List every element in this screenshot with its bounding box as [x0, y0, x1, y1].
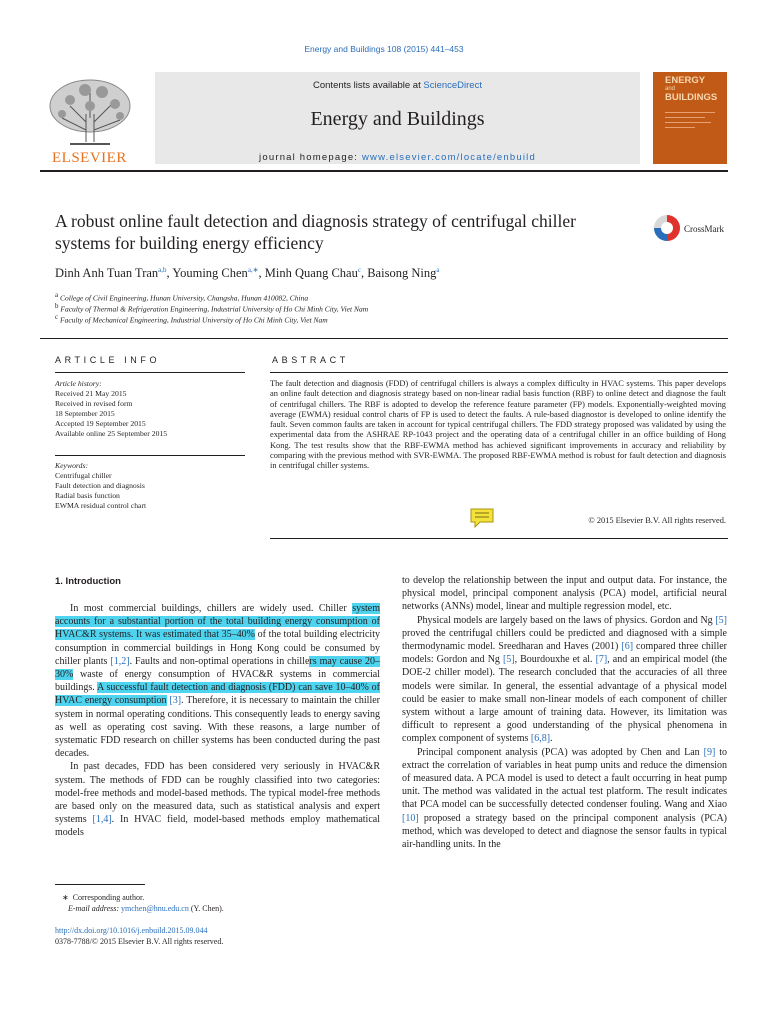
author-name[interactable]: Youming Chen: [172, 266, 248, 281]
highlighted-text[interactable]: A successful fault detection and diagnosis (FDD) can save 10–40% of HVAC energy consumption: [55, 682, 380, 707]
text-run: proved the centrifugal chillers could be predicted and diagnosed with a simple thermodynamic model. Sreedharan and Haves (2001): [402, 627, 727, 653]
paragraph: [55, 602, 380, 760]
text-run: .: [550, 733, 553, 745]
history-item: Available online 25 September 2015: [55, 429, 168, 438]
footnote-rule: [55, 884, 145, 885]
footnote-text: Corresponding author.: [72, 893, 145, 902]
article-info-heading: ARTICLE INFO: [55, 355, 161, 365]
article-history: [55, 379, 167, 439]
affiliation-mark: b: [55, 302, 59, 310]
affiliation-text: Faculty of Thermal & Refrigeration Engineering, Industrial University of Ho Chi Minh City, Viet Nam: [60, 304, 369, 314]
header-divider: [40, 170, 728, 172]
author-affiliation-mark[interactable]: a,∗: [247, 266, 259, 274]
text-run: , Bourdouxhe et al.: [514, 654, 596, 666]
text-run: . Therefore, it is necessary to maintain the chiller system in normal operating conditions. This consequently leads to energy saving as well as operating cost saving. With these reasons, a large number of systematic FDD research on chiller systems has been conducted during the past decades.: [55, 695, 381, 760]
abstract-rule: [270, 372, 728, 373]
affiliation: [55, 291, 308, 303]
cover-line: [665, 112, 715, 113]
email-label: E-mail address:: [68, 904, 122, 913]
text-run: . In HVAC field, model-based methods employ mathematical models: [55, 814, 380, 839]
homepage-prefix: journal homepage:: [259, 152, 362, 163]
history-label: Article history:: [55, 379, 102, 388]
affiliation-text: College of Civil Engineering, Hunan University, Changsha, Hunan 410082, China: [59, 293, 309, 303]
journal-title: Energy and Buildings: [310, 108, 485, 130]
affiliation: [55, 313, 328, 325]
crossmark-label: CrossMark: [684, 224, 724, 234]
section-heading: 1. Introduction: [55, 576, 121, 587]
article-info-rule: [55, 372, 245, 373]
paragraph: [402, 614, 727, 746]
journal-cover-thumbnail[interactable]: [653, 72, 727, 164]
reference-link[interactable]: [6]: [621, 641, 634, 653]
doi-link[interactable]: http://dx.doi.org/10.1016/j.enbuild.2015.09.044: [55, 926, 208, 935]
journal-homepage-link[interactable]: www.elsevier.com/locate/enbuild: [361, 152, 536, 163]
contents-line: [155, 80, 640, 91]
copyright-notice: © 2015 Elsevier B.V. All rights reserved.: [588, 516, 726, 525]
affiliation: [55, 302, 368, 314]
author-email-link[interactable]: ymchen@hnu.edu.cn: [121, 904, 189, 913]
cover-line: [665, 122, 711, 123]
author-name[interactable]: Minh Quang Chau: [264, 266, 358, 281]
abstract-heading: ABSTRACT: [272, 355, 349, 365]
reference-link[interactable]: [5]: [502, 654, 515, 666]
author-name[interactable]: Baisong Ning: [367, 266, 437, 281]
keyword: Centrifugal chiller: [55, 471, 112, 480]
abstract-bottom-rule: [270, 538, 728, 539]
text-run: to extract the correlation of variables in heat pump units and reduce the dimension of measured data. A PCA model is used to detect a fault occurring in heat pump unit. The method was validated in the actual test platform. The result indicates that PCA model can be successfully detected condenser fouling. Wang and Xiao: [402, 746, 728, 811]
cover-line: [665, 127, 695, 128]
affiliation-mark: a: [55, 291, 59, 299]
homepage-line: [155, 152, 640, 163]
crossmark-icon: [653, 212, 681, 246]
keyword: EWMA residual control chart: [55, 501, 147, 510]
author-list: Dinh Anh Tuan Tran$^{a,b}$, Youming Chen$^{a,∗}$, Minh Quang Chau$^c$, Baisong Ning$^a$: [55, 266, 440, 281]
reference-link[interactable]: [1,4]: [92, 814, 112, 826]
keyword: Radial basis function: [55, 491, 120, 500]
text-run: Physical models are largely based on the laws of physics. Gordon and Ng: [417, 614, 716, 626]
journal-citation[interactable]: Energy and Buildings 108 (2015) 441–453: [304, 44, 464, 54]
highlighted-text[interactable]: system accounts for a substantial portion of the total building energy consumption of HVAC&R systems. It was estimated that 35–40%: [55, 603, 380, 641]
text-run: In most commercial buildings, chillers are widely used. Chiller: [70, 603, 353, 614]
sciencedirect-link[interactable]: ScienceDirect: [423, 80, 482, 91]
crossmark-badge[interactable]: [653, 212, 729, 248]
paragraph: [55, 760, 380, 839]
article-title: A robust online fault detection and diagnosis strategy of centrifugal chiller systems for building energy efficiency: [55, 211, 576, 253]
keywords: [55, 461, 146, 511]
text-run: , and an empirical model (the DOE-2 chiller model). The research concluded that the accuracies of all three models were similar. In general, the essential advantage of a physical model could be easier to make small non-linear models of each component of chiller system without a large amount of training data. However, its limitation was difficult to represent a good understanding of the physical phenomena in complex component of systems: [402, 654, 727, 745]
text-run: of the total building electricity consumption in commercial buildings in Hong Kong could be consumed by chiller plants: [55, 629, 380, 667]
text-run: . Faults and non-optimal operations in chille: [129, 655, 310, 667]
text-run: In past decades, FDD has been considered very seriously in HVAC&R system. The methods of FDD can be roughly classified into two categories: model-free methods and model-based methods. The typical model-free methods are based only on the measured data, such as statistical analysis and expert systems: [55, 761, 380, 826]
elsevier-wordmark: ELSEVIER: [52, 150, 127, 166]
history-item: Accepted 19 September 2015: [55, 419, 146, 428]
affiliation-text: Faculty of Mechanical Engineering, Industrial University of Ho Chi Minh City, Viet Nam: [59, 315, 328, 325]
text-run: compared three chiller models: Gordon and Ng: [402, 641, 727, 666]
reference-link[interactable]: [9]: [703, 746, 716, 758]
paragraph: [402, 746, 727, 852]
email-suffix: (Y. Chen).: [188, 904, 224, 913]
paragraph: to develop the relationship between the input and output data. For instance, the physical model, principal component analysis (PCA) model, artificial neural networks (ANNs) model, linear and multiple regression model, etc.: [402, 575, 727, 613]
reference-link[interactable]: [7]: [595, 654, 608, 666]
issn-line: 0378-7788/© 2015 Elsevier B.V. All rights reserved.: [55, 937, 224, 946]
author-affiliation-mark[interactable]: a: [436, 266, 440, 274]
article-info-rule: [55, 455, 245, 456]
doi-block: [55, 925, 223, 947]
keywords-label: Keywords:: [55, 461, 89, 470]
abstract-text: The fault detection and diagnosis (FDD) of centrifugal chillers is always a complex difficulty in HVAC systems. This paper develops an online fault detection and diagnosis strategy based on non-linear radial basis function (RBF) to online detect and diagnose the fault of centrifugal chillers. The RBF is adopted to develop the reference feature parameter (FP) models. Exponentially-weighted moving average (EWMA) residual control charts of FP is used to detect the faults. A rule-based diagnostor is developed to online identify the fault. Seven common faults are taken in account for typical centrifugal chillers. The FDD strategy proposed was validated by using the experimental data from the ASHRAE RP-1043 project and the operating data of a centrifugal chiller in an office building of Hong Kong. The test results show that the RBF-EWMA method has achieved significant improvements in accuracy and reliability by comparing with the previous method with SVR-EWMA. The proposed RBF-EWMA method is robust for fault detection and diagnosis in centrifugal chiller systems.: [270, 379, 726, 471]
text-run: Principal component analysis (PCA) was adopted by Chen and Lan: [417, 746, 704, 758]
corresponding-author-footnote: [62, 892, 224, 914]
reference-link[interactable]: [3]: [169, 695, 182, 707]
author-affiliation-mark[interactable]: a,b: [158, 266, 167, 274]
body-column-left: [55, 602, 380, 840]
reference-link[interactable]: [5]: [715, 614, 727, 626]
keyword: Fault detection and diagnosis: [55, 481, 145, 490]
reference-link[interactable]: [1,2]: [110, 655, 130, 667]
cover-title: [665, 76, 717, 103]
text-run: waste of energy consumption of HVAC&R systems in commercial buildings.: [55, 669, 380, 694]
cover-and: and: [665, 86, 676, 92]
highlighted-text[interactable]: rs may cause 20–30%: [55, 655, 380, 681]
author-name[interactable]: Dinh Anh Tuan Tran: [55, 266, 159, 281]
history-item: Received 21 May 2015: [55, 389, 127, 398]
text-run: proposed a strategy based on the principal component analysis (PCA) method, which was developed to detect and diagnose the sensor faults in typical air-handling units. In the: [402, 812, 727, 851]
body-column-right: [402, 574, 727, 851]
reference-link[interactable]: [6,8]: [530, 733, 551, 745]
title-divider: [40, 338, 728, 339]
footnote-mark: ∗: [62, 893, 69, 902]
cover-line: [665, 117, 705, 118]
cover-title-line2: BUILDINGS: [665, 92, 718, 103]
cover-title-line1: ENERGY: [665, 75, 706, 86]
contents-prefix: Contents lists available at: [313, 80, 424, 91]
reference-link[interactable]: [10]: [402, 812, 419, 824]
author-affiliation-mark[interactable]: c: [357, 266, 361, 274]
affiliation-mark: c: [55, 313, 59, 321]
history-item: 18 September 2015: [55, 409, 115, 418]
history-item: Received in revised form: [55, 399, 133, 408]
